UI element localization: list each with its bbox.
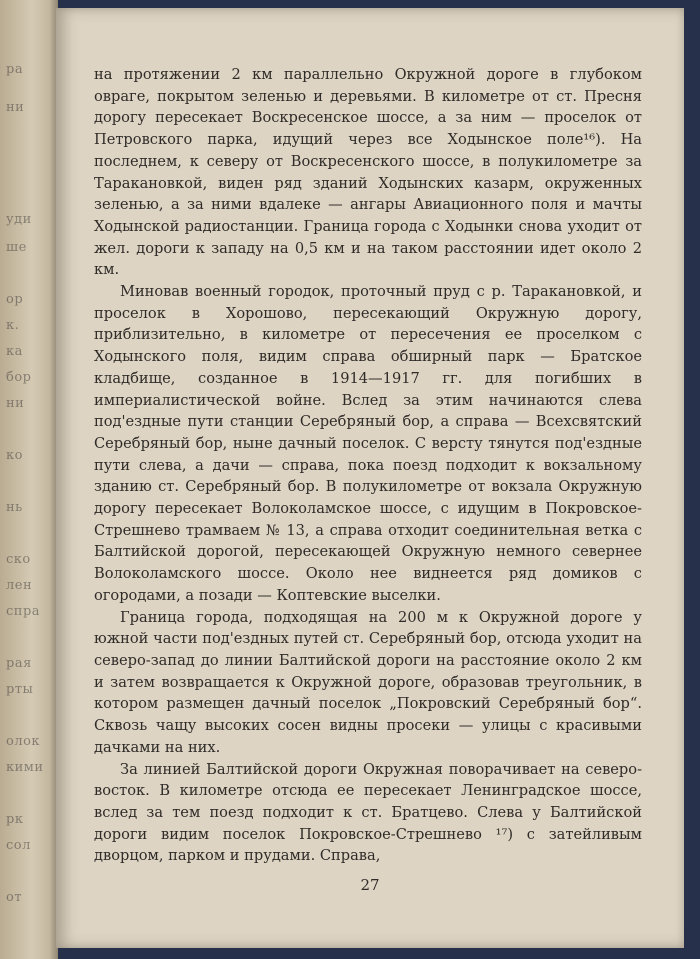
facing-page-fragment: к. (6, 318, 20, 333)
page-body (94, 64, 642, 867)
facing-page-fragment: ра (6, 62, 24, 77)
facing-page-fragment: лен (6, 578, 33, 593)
facing-page-fragment: кими (6, 760, 44, 775)
facing-page-fragment: ско (6, 552, 31, 567)
page-number: 27 (360, 876, 380, 894)
facing-page-fragment: нь (6, 500, 23, 515)
facing-page-fragment: ка (6, 344, 23, 359)
paragraph: Граница города, подходящая на 200 м к Окружной дороге у южной части под'ездных путей ст. Серебряный бор, отсюда уходит на северо-запад до линии Балтийской дороги на расстояние около 2 км и затем возвращается к Окружной дороге, образовав треугольник, в котором размещен дачный поселок „Покровский Серебряный бор“. Сквозь чащу высоких сосен видны просеки — улицы с красивыми дачками на них. (94, 608, 642, 756)
facing-page-fragment: ко (6, 448, 23, 463)
facing-page-fragment: ни (6, 100, 25, 115)
facing-page-fragment: спра (6, 604, 41, 619)
facing-page-fragment: рк (6, 812, 24, 827)
paragraph: Миновав военный городок, проточный пруд с р. Таракановкой, и проселок в Хорошово, пересекающий Окружную дорогу, приблизительно, в километре от пересечения ее проселком с Ходынского поля, видим справа обширный парк — Братское кладбище, созданное в 1914—1917 гг. для погибших в империалистической войне. Вслед за этим начинаются слева под'ездные пути станции Серебряный бор, а справа — Всехсвятский Серебряный бор, ныне дачный поселок. С версту тянутся под'ездные пути слева, а дачи — справа, пока поезд подходит к вокзальному зданию ст. Серебряный бор. В полукилометре от вокзала Окружную дорогу пересекает Волоколамское шоссе, с идущим в Покровское-Стрешнево трамваем № 13, а справа отходит соединительная ветка с Балтийской дорогой, пересекающей Окружную немного севернее Волоколамского шоссе. Около нее виднеется ряд домиков с огородами, а позади — Коптевские выселки. (94, 283, 642, 604)
paragraph: За линией Балтийской дороги Окружная поворачивает на северо-восток. В километре отсюда ее пересекает Ленинградское шоссе, вслед за тем поезд подходит к ст. Братцево. Слева у Балтийской дороги видим поселок Покровское-Стрешнево ¹⁷) с затейливым дворцом, парком и прудами. Справа, (94, 760, 642, 865)
facing-page-fragment: сол (6, 838, 31, 853)
facing-page-fragment: ше (6, 240, 27, 255)
book-page (56, 8, 684, 948)
facing-page-fragment: олок (6, 734, 41, 749)
facing-page-fragment: бор (6, 370, 32, 385)
facing-page-fragment: ор (6, 292, 24, 307)
facing-page-edge (0, 0, 58, 959)
facing-page-fragment: рты (6, 682, 34, 697)
facing-page-fragment: уди (6, 212, 32, 227)
facing-page-fragment: рая (6, 656, 32, 671)
facing-page-fragment: от (6, 890, 23, 905)
paragraph: на протяжении 2 км параллельно Окружной дороге в глубоком овраге, покрытом зеленью и деревьями. В километре от ст. Пресня дорогу пересекает Воскресенское шоссе, а за ним — проселок от Петровского парка, идущий через все Ходынское поле¹⁶). На последнем, к северу от Воскресенского шоссе, в полукилометре за Таракановкой, виден ряд зданий Ходынских казарм, окруженных зеленью, а за ними вдалеке — ангары Авиационного поля и мачты Ходынской радиостанции. Граница города с Ходынки снова уходит от жел. дороги к западу на 0,5 км и на таком расстоянии идет около 2 км. (94, 66, 642, 279)
facing-page-fragment: ни (6, 396, 25, 411)
